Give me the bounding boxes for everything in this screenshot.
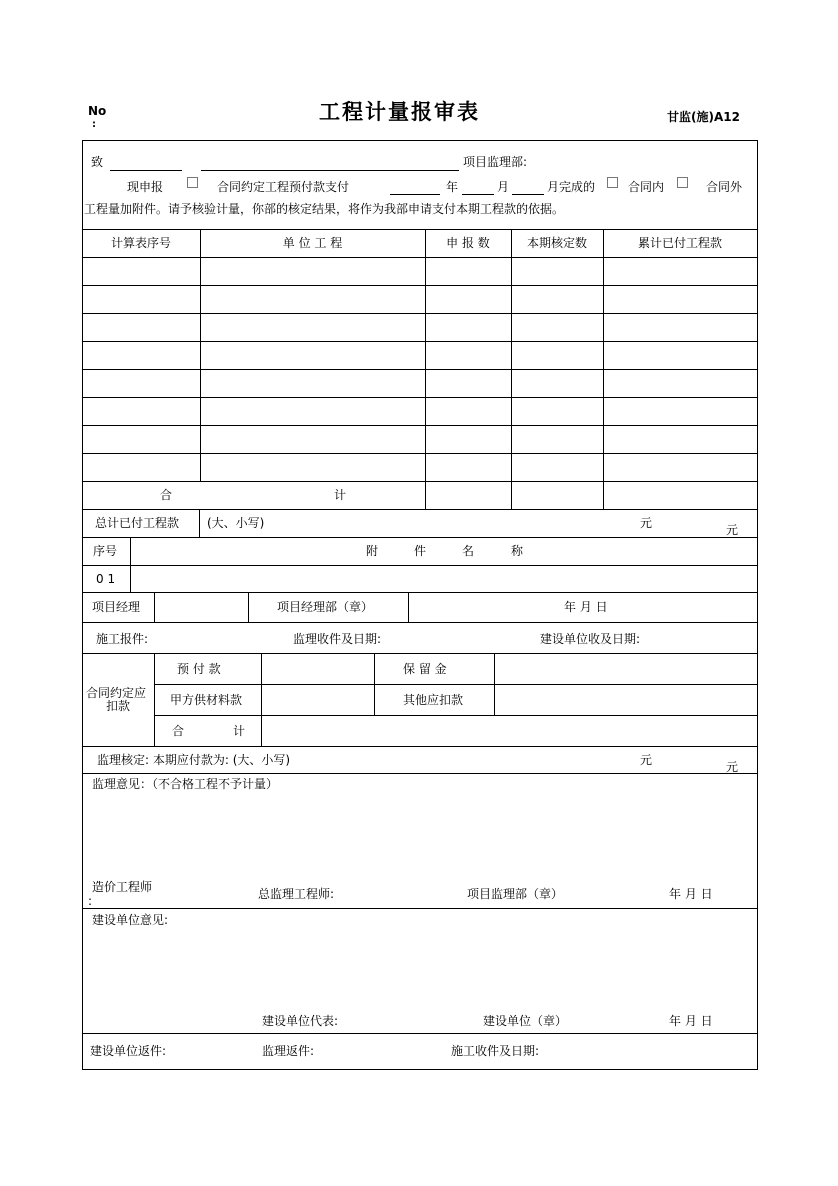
retention-label: 保 留 金 xyxy=(403,662,447,676)
owner-opinion-label: 建设单位意见: xyxy=(92,913,169,927)
supervision-date: 年 月 日 xyxy=(669,887,713,901)
attachment-header-2: 件 xyxy=(414,544,427,558)
month-completed-label: 月完成的 xyxy=(547,180,596,194)
owner-seal: 建设单位（章） xyxy=(483,1014,568,1028)
supervision-received: 监理收件及日期: xyxy=(293,632,382,646)
owner-received: 建设单位收及日期: xyxy=(540,632,641,646)
out-contract-checkbox[interactable] xyxy=(677,177,688,188)
in-contract-checkbox[interactable] xyxy=(607,177,618,188)
total-paid-label: 总计已付工程款 xyxy=(95,516,180,530)
supervision-dept-label: 项目监理部: xyxy=(463,155,528,169)
total-paid-yuan-1: 元 xyxy=(640,516,653,530)
to-label: 致 xyxy=(91,155,104,169)
now-report-label: 现申报 xyxy=(127,180,164,194)
supervision-opinion-label: 监理意见：（不合格工程不予计量） xyxy=(92,777,279,791)
month-blank[interactable] xyxy=(462,194,494,195)
no-colon: : xyxy=(92,119,96,130)
col-header-declared: 申 报 数 xyxy=(446,236,490,250)
no-label: No xyxy=(88,104,107,118)
col-header-seq: 计算表序号 xyxy=(110,236,171,250)
pm-date: 年 月 日 xyxy=(564,600,608,614)
total-row-label-left: 合 xyxy=(160,488,173,502)
recipient-blank-2[interactable] xyxy=(201,170,459,171)
contract-payment-label: 合同约定工程预付款支付 xyxy=(217,180,350,194)
cost-engineer-label: 造价工程师 xyxy=(92,880,153,894)
pm-label: 项目经理 xyxy=(92,600,141,614)
supervision-check-yuan-1: 元 xyxy=(640,753,653,767)
month-label: 月 xyxy=(497,180,510,194)
construction-received-label: 施工收件及日期: xyxy=(451,1044,540,1058)
page-title: 工程计量报审表 xyxy=(319,100,480,124)
col-header-verified: 本期核定数 xyxy=(526,236,587,250)
out-contract-label: 合同外 xyxy=(706,180,743,194)
attachment-header-1: 附 xyxy=(366,544,379,558)
deduction-label-1: 合同约定应 xyxy=(86,686,147,700)
supervision-return-label: 监理返件: xyxy=(262,1044,315,1058)
attachment-header-3: 名 xyxy=(462,544,475,558)
deduction-label-2: 扣款 xyxy=(106,699,131,713)
deduction-total-left: 合 xyxy=(172,724,185,738)
intro-line-2: 工程量加附件。请予核验计量，你部的核定结果，将作为我部申请支付本期工程款的依据。 xyxy=(84,202,565,216)
deduction-total-right: 计 xyxy=(233,724,246,738)
supervision-check-yuan-2: 元 xyxy=(726,760,739,774)
owner-representative-label: 建设单位代表: xyxy=(262,1014,339,1028)
total-row-label-right: 计 xyxy=(334,488,347,502)
attachment-first-seq: 0 1 xyxy=(96,572,116,586)
attachment-seq-label: 序号 xyxy=(93,544,118,558)
total-paid-yuan-2: 元 xyxy=(726,523,739,537)
col-header-unit-project: 单 位 工 程 xyxy=(282,236,343,250)
cost-engineer-colon: : xyxy=(88,894,93,908)
chief-engineer-label: 总监理工程师: xyxy=(258,887,335,901)
supplied-material-label: 甲方供材料款 xyxy=(170,693,243,707)
form-code: 甘监(施)A12 xyxy=(667,110,740,124)
year-label: 年 xyxy=(446,180,459,194)
supervision-check-text: 监理核定: 本期应付款为: (大、小写) xyxy=(97,753,291,767)
supervision-dept-seal: 项目监理部（章） xyxy=(467,887,564,901)
pm-dept-seal: 项目经理部（章） xyxy=(277,600,374,614)
owner-return-label: 建设单位返件: xyxy=(90,1044,167,1058)
total-paid-uppercase: (大、小写) xyxy=(207,516,265,530)
owner-date: 年 月 日 xyxy=(669,1014,713,1028)
construction-submit: 施工报件: xyxy=(96,632,149,646)
other-deduction-label: 其他应扣款 xyxy=(403,693,464,707)
col-header-cumulative: 累计已付工程款 xyxy=(637,236,722,250)
in-contract-label: 合同内 xyxy=(628,180,665,194)
advance-label: 预 付 款 xyxy=(177,662,221,676)
year-blank[interactable] xyxy=(390,194,440,195)
contract-payment-checkbox[interactable] xyxy=(187,177,198,188)
recipient-blank-1[interactable] xyxy=(110,170,182,171)
attachment-header-4: 称 xyxy=(511,544,524,558)
month-completed-blank[interactable] xyxy=(512,194,544,195)
